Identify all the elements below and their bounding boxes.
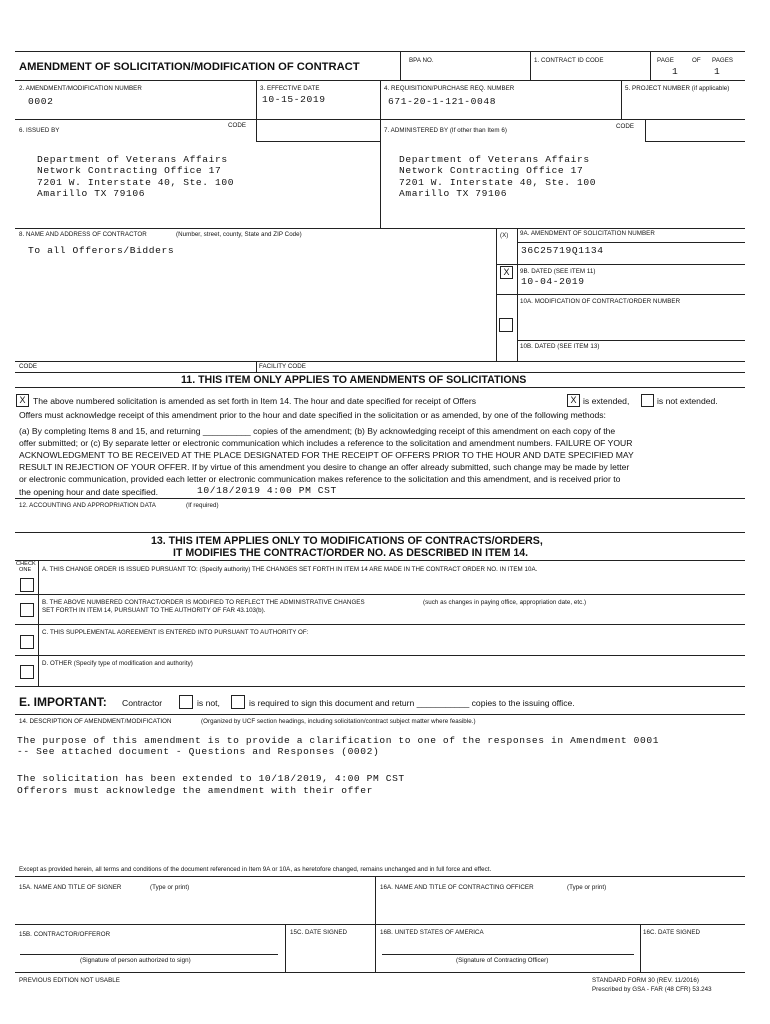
label-9b: 9B. DATED (SEE ITEM 11): [520, 268, 596, 275]
item-13b-text-2: SET FORTH IN ITEM 14, PURSUANT TO THE AUTHORITY OF FAR 43.103(b).: [42, 607, 266, 614]
description-line: [17, 758, 659, 769]
label-15c: 15C. DATE SIGNED: [290, 929, 348, 936]
description-line: The purpose of this amendment is to provide a clarification to one of the responses in Amendment 0001: [17, 735, 660, 746]
pages-label: PAGES: [712, 57, 734, 64]
label-10b: 10B. DATED (SEE ITEM 13): [520, 343, 600, 350]
sub-15a: (Type or print): [150, 884, 190, 891]
label-15b: 15B. CONTRACTOR/OFFEROR: [19, 931, 111, 938]
sig-15-caption: (Signature of person authorized to sign): [80, 957, 191, 964]
facility-code-label: FACILITY CODE: [259, 363, 306, 370]
of-label: OF: [692, 57, 701, 64]
admin-line: Department of Veterans Affairs: [399, 154, 590, 165]
effective-date-value[interactable]: 10-15-2019: [262, 94, 326, 105]
label-16a: 16A. NAME AND TITLE OF CONTRACTING OFFICER: [380, 884, 534, 891]
requisition-value[interactable]: 671-20-1-121-0048: [388, 96, 497, 107]
value-9b[interactable]: 10-04-2019: [521, 276, 585, 287]
contractor-sub-label: (Number, street, county, State and ZIP Code): [176, 231, 302, 238]
value-9a[interactable]: 36C25719Q1134: [521, 245, 604, 256]
amendment-number-label: 2. AMENDMENT/MODIFICATION NUMBER: [19, 85, 142, 92]
admin-line: Amarillo TX 79106: [399, 188, 508, 200]
item-14-description[interactable]: [17, 735, 659, 796]
prescribed-by: Prescribed by GSA - FAR (48 CFR) 53.243: [592, 986, 712, 993]
administered-by-label: 7. ADMINISTERED BY (If other than Item 6): [384, 127, 507, 134]
item-12-sub: (If required): [186, 502, 219, 509]
amendment-number-value[interactable]: 0002: [28, 96, 54, 107]
item-13c-text: C. THIS SUPPLEMENTAL AGREEMENT IS ENTERED INTO PURSUANT TO AUTHORITY OF:: [42, 629, 309, 636]
item-11-line-2: Offers must acknowledge receipt of this amendment prior to the hour and date specified in the solicitation or as amended, by one of the following methods:: [19, 410, 606, 420]
item-13-title-1: 13. THIS ITEM APPLIES ONLY TO MODIFICATIONS OF CONTRACTS/ORDERS,: [151, 535, 543, 547]
is-required-label: is required to sign this document and return ___________ copies to the issuing office.: [249, 698, 575, 708]
item-13c-checkbox[interactable]: [20, 635, 34, 649]
description-line: -- See attached document - Questions and Responses (0002): [17, 746, 380, 758]
page-label: PAGE: [657, 57, 674, 64]
item-11-checkbox[interactable]: X: [16, 394, 29, 407]
item-11-line-7: or electronic communication, provided each letter or electronic communication makes reference to the solicitation and this amendment, and is received prior to: [19, 474, 621, 484]
item-13d-text: D. OTHER (Specify type of modification and authority): [42, 660, 193, 667]
extended-label: is extended,: [583, 396, 630, 406]
admin-line: 7201 W. Interstate 40, Ste. 100: [399, 176, 597, 188]
item-9-checkbox[interactable]: X: [500, 266, 513, 279]
item-13b-checkbox[interactable]: [20, 603, 34, 617]
check-one-2: ONE: [19, 567, 32, 573]
administered-by-address: [399, 154, 596, 200]
not-extended-checkbox[interactable]: [641, 394, 654, 407]
is-not-label: is not,: [197, 698, 220, 708]
page-value: 1: [672, 66, 679, 77]
pages-value: 1: [714, 66, 721, 77]
contract-id-label: 1. CONTRACT ID CODE: [534, 57, 604, 64]
bpa-label: BPA NO.: [409, 57, 434, 64]
item-11-line-4: offer submitted; or (c) By separate letter or electronic communication which includes a reference to the solicitation and amendment numbers. FAILURE OF YOUR: [19, 438, 633, 448]
item-11-line-6: RESULT IN REJECTION OF YOUR OFFER. If by virtue of this amendment you desire to change an offer already submitted, such change may be made by letter: [19, 462, 630, 472]
extended-checkbox[interactable]: X: [567, 394, 580, 407]
label-16b: 16B. UNITED STATES OF AMERICA: [380, 929, 484, 936]
issued-by-address: [37, 154, 234, 200]
administered-code-label: CODE: [616, 123, 635, 130]
issued-code-label: CODE: [228, 122, 247, 129]
item-10-checkbox[interactable]: [499, 318, 513, 332]
standard-form: STANDARD FORM 30 (REV. 11/2016): [592, 977, 699, 984]
item-11-line-5: ACKNOWLEDGMENT TO BE RECEIVED AT THE PLACE DESIGNATED FOR THE RECEIPT OF OFFERS PRIOR TO THE HOUR AND DATE SPECIFIED MAY: [19, 450, 634, 460]
item-13a-checkbox[interactable]: [20, 578, 34, 592]
except-text: Except as provided herein, all terms and conditions of the document referenced in Item 9A or 10A, as heretofore changed, remains unchanged and in full force and effect.: [19, 866, 492, 873]
description-line: Offerors must acknowledge the amendment with their offer: [17, 784, 374, 796]
form-title: AMENDMENT OF SOLICITATION/MODIFICATION OF CONTRACT: [19, 61, 360, 73]
description-line: The solicitation has been extended to 10/18/2019, 4:00 PM CST: [17, 773, 405, 785]
not-extended-label: is not extended.: [657, 396, 718, 406]
item-11-line-1: The above numbered solicitation is amended as set forth in Item 14. The hour and date specified for receipt of Offers: [33, 396, 476, 406]
project-number-label: 5. PROJECT NUMBER (if applicable): [625, 85, 730, 92]
item-14-sub: (Organized by UCF section headings, including solicitation/contract subject matter where feasible.): [201, 718, 476, 725]
opening-date-value[interactable]: 10/18/2019 4:00 PM CST: [197, 485, 337, 496]
sub-16a: (Type or print): [567, 884, 607, 891]
issued-by-label: 6. ISSUED BY: [19, 127, 60, 134]
contractor-code-label: CODE: [19, 363, 38, 370]
item-13a-text: A. THIS CHANGE ORDER IS ISSUED PURSUANT TO: (Specify authority) THE CHANGES SET FORTH IN ITEM 14 ARE MADE IN THE CONTRACT ORDER NO. IN ITEM 10A.: [42, 566, 538, 573]
is-required-checkbox[interactable]: [231, 695, 245, 709]
is-not-checkbox[interactable]: [179, 695, 193, 709]
item-13d-checkbox[interactable]: [20, 665, 34, 679]
item-14-label: 14. DESCRIPTION OF AMENDMENT/MODIFICATION: [19, 718, 172, 725]
label-9a: 9A. AMENDMENT OF SOLICITATION NUMBER: [520, 230, 655, 237]
contractor-label: 8. NAME AND ADDRESS OF CONTRACTOR: [19, 231, 147, 238]
issued-line: Network Contracting Office 17: [37, 165, 222, 177]
item-13b-text: B. THE ABOVE NUMBERED CONTRACT/ORDER IS MODIFIED TO REFLECT THE ADMINISTRATIVE CHANGES: [42, 599, 365, 606]
issued-line: Department of Veterans Affairs: [37, 154, 228, 165]
effective-date-label: 3. EFFECTIVE DATE: [260, 85, 320, 92]
item-11-title: 11. THIS ITEM ONLY APPLIES TO AMENDMENTS OF SOLICITATIONS: [181, 374, 527, 386]
item-11-line-8: the opening hour and date specified.: [19, 487, 159, 497]
label-10a: 10A. MODIFICATION OF CONTRACT/ORDER NUMBER: [520, 298, 681, 305]
issued-line: 7201 W. Interstate 40, Ste. 100: [37, 176, 235, 188]
label-15a: 15A. NAME AND TITLE OF SIGNER: [19, 884, 122, 891]
item-12-label: 12. ACCOUNTING AND APPROPRIATION DATA: [19, 502, 156, 509]
requisition-label: 4. REQUISITION/PURCHASE REQ. NUMBER: [384, 85, 515, 92]
item-13-title-2: IT MODIFIES THE CONTRACT/ORDER NO. AS DESCRIBED IN ITEM 14.: [173, 547, 529, 559]
previous-edition: PREVIOUS EDITION NOT USABLE: [19, 977, 120, 984]
important-title: E. IMPORTANT:: [19, 695, 107, 709]
item-13b-sub: (such as changes in paying office, appropriation date, etc.): [423, 599, 587, 606]
contractor-value[interactable]: To all Offerors/Bidders: [28, 245, 175, 256]
label-16c: 16C. DATE SIGNED: [643, 929, 701, 936]
item-11-line-3: (a) By completing Items 8 and 15, and returning __________ copies of the amendment; (b) By acknowledging receipt of this amendment on each copy of the: [19, 426, 616, 436]
check-one-1: CHECK: [16, 561, 36, 567]
x-column-label: (X): [500, 232, 509, 239]
issued-line: Amarillo TX 79106: [37, 188, 146, 200]
sig-16-caption: (Signature of Contracting Officer): [456, 957, 549, 964]
admin-line: Network Contracting Office 17: [399, 165, 584, 177]
important-contractor: Contractor: [122, 698, 163, 708]
